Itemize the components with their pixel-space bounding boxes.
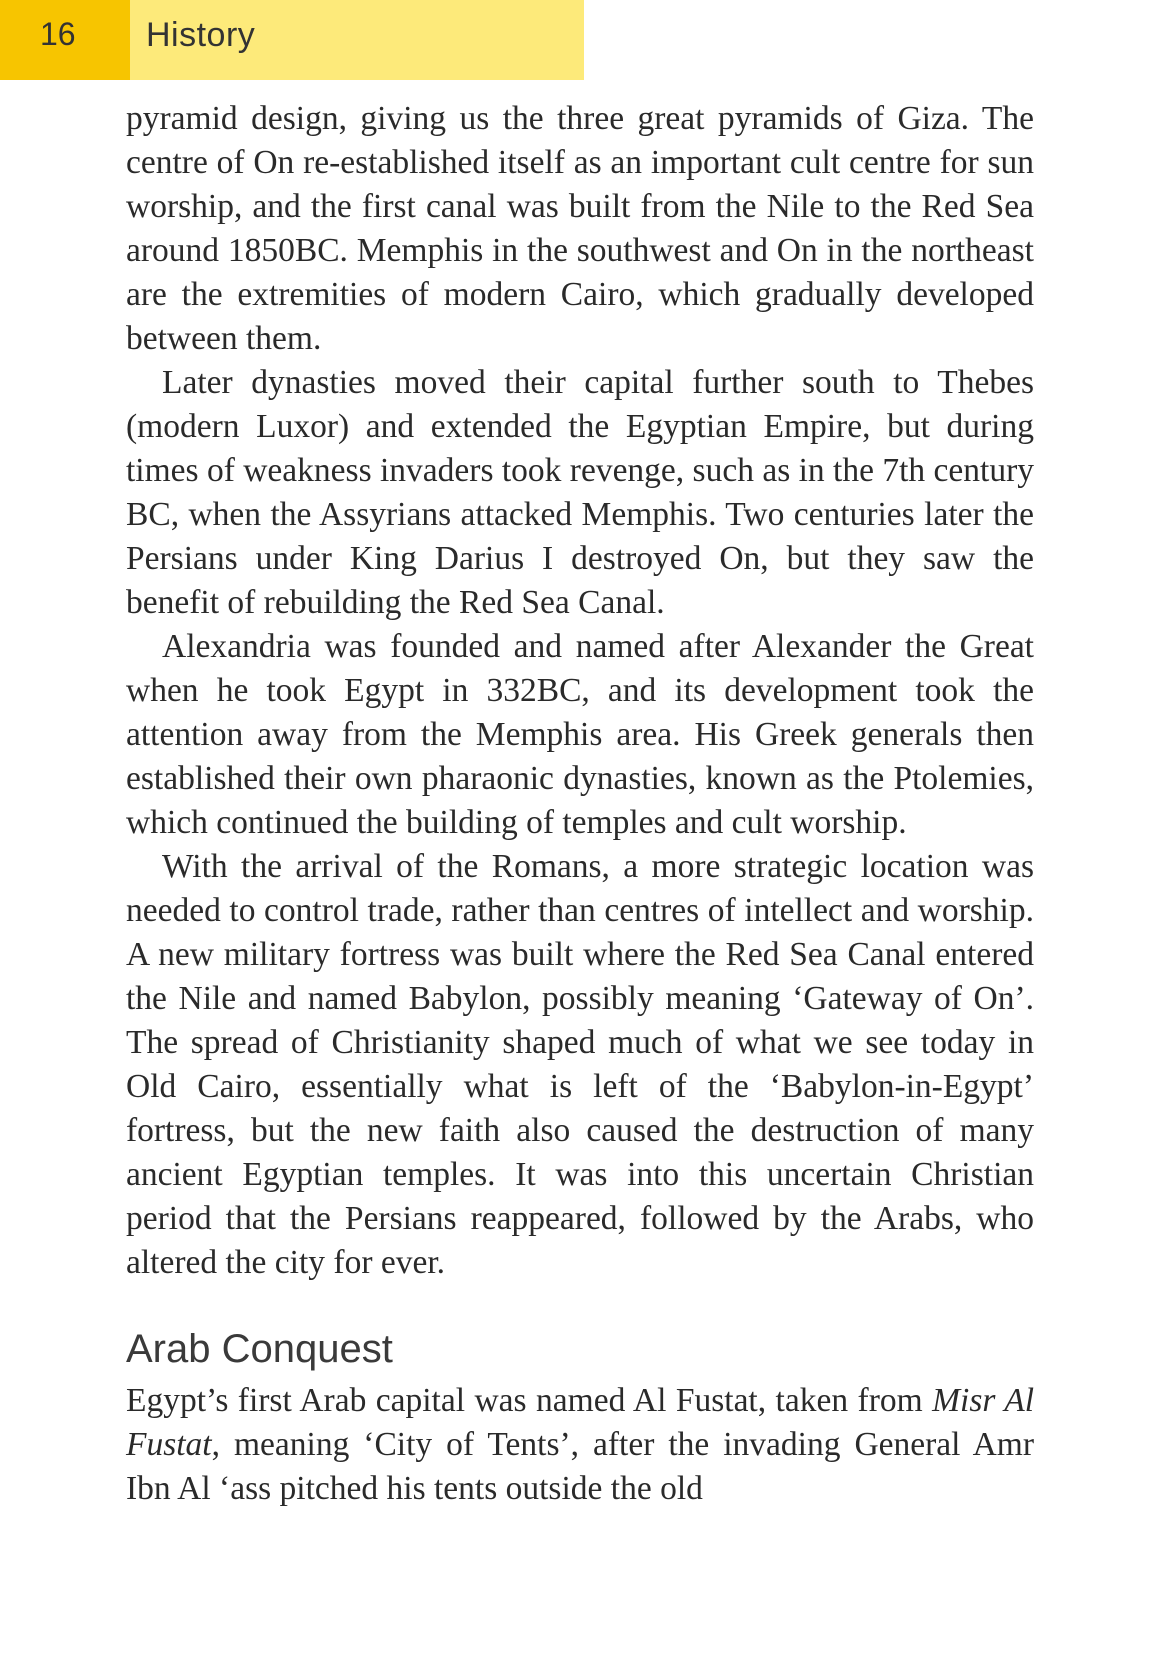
page-header — [0, 0, 584, 80]
paragraph-4: With the arrival of the Romans, a more strategic location was needed to control trade, rather than centres of intellect and worship. A new military fortress was built where the Red Sea Canal entered the Nile and named Babylon, possibly meaning ‘Gateway of On’. The spread of Christianity shaped much of what we see today in Old Cairo, essentially what is left of the ‘Babylon-in-Egypt’ fortress, but the new faith also caused the destruction of many ancient Egyptian temples. It was into this uncertain Christian period that the Persians reappeared, followed by the Arabs, who altered the city for ever. — [126, 848, 1034, 1281]
arab-conquest-heading: Arab Conquest — [126, 1327, 393, 1371]
paragraph-1: pyramid design, giving us the three great pyramids of Giza. The centre of On re-established itself as an important cult centre for sun worship, and the first canal was built from the Nile to the Red Sea around 1850BC. Memphis in the southwest and On in the northeast are the extremities of modern Cairo, which gradually developed between them. — [126, 100, 1034, 357]
paragraph-3: Alexandria was founded and named after Alexander the Great when he took Egypt in 332BC, and its development took the attention away from the Memphis area. His Greek generals then established their own pharaonic dynasties, known as the Ptolemies, which continued the building of temples and cult worship. — [126, 628, 1034, 841]
arab-conquest-paragraph — [126, 1379, 1034, 1511]
arab-conquest-text-after: , meaning ‘City of Tents’, after the invading General Amr Ibn Al ‘ass pitched his tents outside the old — [126, 1426, 1034, 1507]
page-number: 16 — [0, 0, 130, 80]
arab-conquest-text-before: Egypt’s first Arab capital was named Al Fustat, taken from — [126, 1382, 933, 1419]
page-body — [126, 97, 1034, 1511]
section-title: History — [130, 0, 584, 80]
arab-conquest-italic-term: Misr Al Fustat — [126, 1382, 1035, 1463]
paragraph-2: Later dynasties moved their capital further south to Thebes (modern Luxor) and extended the Egyptian Empire, but during times of weakness invaders took revenge, such as in the 7th century BC, when the Assyrians attacked Memphis. Two centuries later the Persians under King Darius I destroyed On, but they saw the benefit of rebuilding the Red Sea Canal. — [126, 364, 1034, 621]
